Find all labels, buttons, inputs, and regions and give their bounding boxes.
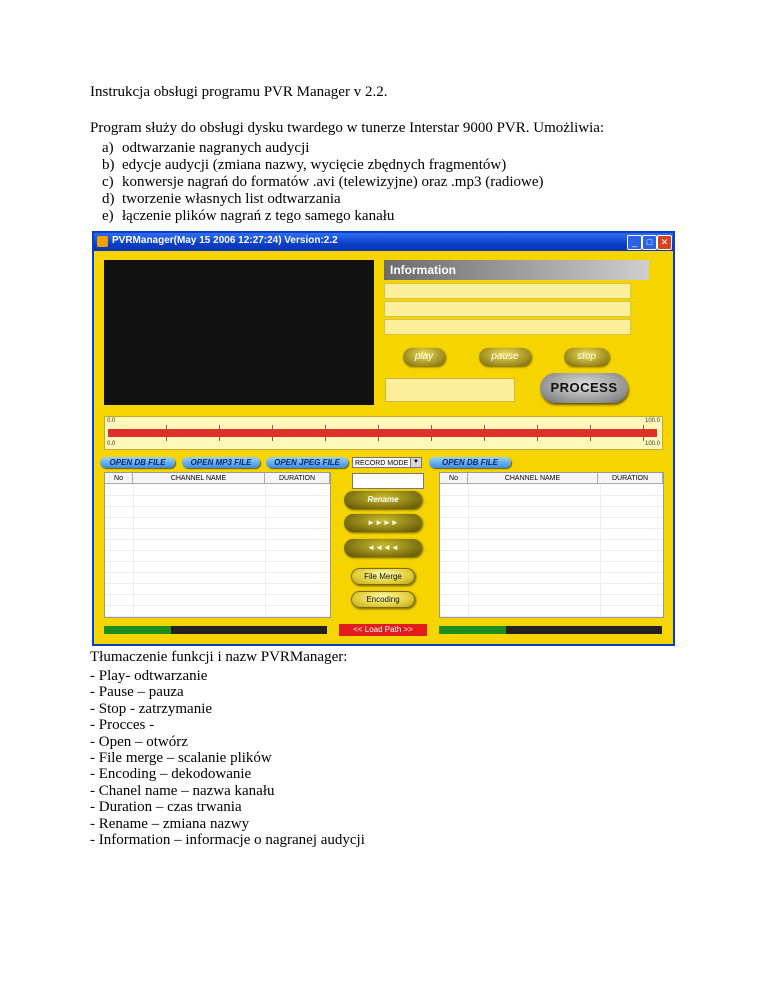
slider-tick — [590, 437, 591, 441]
slider-tick — [484, 425, 485, 429]
feature-marker: c) — [102, 174, 114, 190]
position-slider[interactable] — [104, 416, 663, 450]
grid-header-duration[interactable]: DURATION — [265, 473, 330, 484]
slider-tick — [325, 425, 326, 429]
glossary-title: Tłumaczenie funkcji i nazw PVRManager: — [90, 649, 348, 665]
slider-tick — [166, 425, 167, 429]
grid-row-line — [440, 572, 663, 573]
slider-track[interactable] — [108, 429, 657, 437]
grid-column-line — [600, 484, 601, 617]
left-channel-grid[interactable] — [104, 472, 331, 618]
info-field-3[interactable] — [384, 319, 631, 335]
slider-tick — [431, 437, 432, 441]
slider-tick — [272, 425, 273, 429]
slider-tick — [272, 437, 273, 441]
grid-row-line — [440, 506, 663, 507]
open-db-file-button-left[interactable]: OPEN DB FILE — [100, 457, 175, 468]
grid-column-line — [265, 484, 266, 617]
slider-tick — [590, 425, 591, 429]
slider-max-label-bottom: 100.0 — [644, 441, 660, 447]
video-preview — [104, 260, 374, 405]
open-db-file-button-right[interactable]: OPEN DB FILE — [429, 457, 511, 468]
load-path-button[interactable]: << Load Path >> — [339, 624, 427, 636]
glossary-item: - Duration – czas trwania — [90, 799, 242, 816]
grid-row-line — [105, 495, 330, 496]
open-mp3-file-button[interactable]: OPEN MP3 FILE — [182, 457, 260, 468]
feature-marker: a) — [102, 140, 114, 156]
grid-row-line — [440, 594, 663, 595]
glossary-item: - Rename – zmiana nazwy — [90, 815, 250, 832]
pvrmanager-window — [92, 231, 675, 646]
stop-button[interactable]: stop — [564, 348, 609, 366]
intro-paragraph: Program służy do obsługi dysku twardego w tunerze Interstar 9000 PVR. Umożliwia: — [90, 120, 605, 136]
grid-row-line — [440, 605, 663, 606]
window-title: PVRManager(May 15 2006 12:27:24) Version:2.2 — [112, 235, 338, 246]
grid-row-line — [105, 528, 330, 529]
feature-marker: d) — [102, 191, 115, 207]
play-button[interactable]: play — [403, 348, 445, 366]
window-title-bar[interactable] — [94, 233, 673, 251]
grid-header-no[interactable]: No — [105, 473, 133, 484]
information-label: Information — [390, 263, 456, 277]
feature-text: konwersje nagrań do formatów .avi (telewizyjne) oraz .mp3 (radiowe) — [122, 174, 544, 190]
rename-button[interactable]: Rename — [344, 491, 422, 509]
grid-row-line — [105, 550, 330, 551]
grid-row-line — [440, 495, 663, 496]
glossary-item: - Pause – pauza — [90, 684, 184, 701]
slider-tick — [643, 425, 644, 429]
feature-item — [102, 191, 341, 208]
slider-tick — [219, 425, 220, 429]
left-status-bar — [104, 626, 327, 634]
slider-tick — [537, 437, 538, 441]
slider-tick — [219, 437, 220, 441]
slider-min-label-bottom: 0.0 — [107, 441, 116, 447]
glossary-item: - Chanel name – nazwa kanału — [90, 782, 275, 799]
glossary-item: - Play- odtwarzanie — [90, 668, 208, 684]
grid-row-line — [105, 616, 330, 617]
right-status-fill — [439, 626, 506, 634]
document-title: Instrukcja obsługi programu PVR Manager v 2.2. — [90, 84, 388, 100]
feature-text: edycje audycji (zmiana nazwy, wycięcie zbędnych fragmentów) — [122, 157, 507, 173]
grid-row-line — [440, 616, 663, 617]
grid-row-line — [105, 583, 330, 584]
feature-text: odtwarzanie nagranych audycji — [122, 140, 310, 156]
grid-row-line — [440, 528, 663, 529]
feature-item — [102, 140, 309, 157]
glossary-item: - File merge – scalanie plików — [90, 750, 272, 766]
glossary-item: - Procces - — [90, 717, 155, 734]
file-merge-button[interactable]: File Merge — [351, 568, 415, 585]
dropdown-arrow-icon[interactable]: ▼ — [410, 458, 421, 467]
information-header — [384, 260, 649, 280]
slider-min-label-top: 0.0 — [107, 418, 116, 424]
grid-row-line — [440, 583, 663, 584]
grid-header-duration[interactable]: DURATION — [598, 473, 663, 484]
grid-row-line — [440, 561, 663, 562]
grid-row-line — [105, 539, 330, 540]
record-mode-select[interactable] — [352, 457, 422, 468]
grid-column-line — [468, 484, 469, 617]
grid-row-line — [105, 572, 330, 573]
grid-column-line — [133, 484, 134, 617]
pause-button[interactable]: pause — [479, 348, 531, 366]
info-field-1[interactable] — [384, 283, 631, 299]
forward-button[interactable]: ►►►► — [344, 514, 422, 532]
right-channel-grid[interactable] — [439, 472, 664, 618]
slider-tick — [378, 437, 379, 441]
slider-max-label-top: 100.0 — [644, 418, 660, 424]
slider-tick — [484, 437, 485, 441]
slider-tick — [378, 425, 379, 429]
open-jpeg-file-button[interactable]: OPEN JPEG FILE — [266, 457, 348, 468]
process-field[interactable] — [385, 378, 515, 402]
record-mode-field[interactable] — [352, 473, 424, 489]
grid-row-line — [105, 605, 330, 606]
slider-tick — [166, 437, 167, 441]
process-button[interactable]: PROCESS — [540, 373, 628, 403]
maximize-button[interactable]: □ — [642, 235, 657, 250]
right-status-bar — [439, 626, 662, 634]
glossary-item: - Open – otwórz — [90, 733, 188, 750]
grid-header-channel-name[interactable]: CHANNEL NAME — [133, 473, 265, 484]
grid-row-line — [105, 517, 330, 518]
feature-text: tworzenie własnych list odtwarzania — [122, 191, 341, 207]
slider-tick — [325, 437, 326, 441]
glossary-item: - Information – informacje o nagranej audycji — [90, 832, 365, 848]
grid-row-line — [440, 517, 663, 518]
feature-marker: e) — [102, 208, 114, 224]
grid-row-line — [105, 506, 330, 507]
feature-item — [102, 174, 544, 191]
slider-tick — [537, 425, 538, 429]
glossary-item: - Encoding – dekodowanie — [90, 766, 252, 783]
encoding-button[interactable]: Encoding — [351, 591, 415, 608]
feature-text: łączenie plików nagrań z tego samego kanału — [122, 208, 395, 224]
grid-row-line — [105, 561, 330, 562]
minimize-button[interactable]: _ — [627, 235, 642, 250]
slider-tick — [431, 425, 432, 429]
glossary-item: - Stop - zatrzymanie — [90, 700, 213, 717]
close-button[interactable]: ✕ — [657, 235, 672, 250]
grid-row-line — [440, 539, 663, 540]
slider-tick — [643, 437, 644, 441]
feature-item — [102, 208, 394, 225]
grid-header-no[interactable]: No — [440, 473, 468, 484]
app-icon — [97, 236, 108, 247]
record-mode-value: RECORD MODE — [355, 460, 409, 467]
left-status-fill — [104, 626, 171, 634]
feature-marker: b) — [102, 157, 115, 173]
back-button[interactable]: ◄◄◄◄ — [344, 539, 422, 557]
grid-header-channel-name[interactable]: CHANNEL NAME — [468, 473, 598, 484]
info-field-2[interactable] — [384, 301, 631, 317]
feature-item — [102, 157, 506, 174]
grid-row-line — [105, 594, 330, 595]
grid-row-line — [440, 550, 663, 551]
